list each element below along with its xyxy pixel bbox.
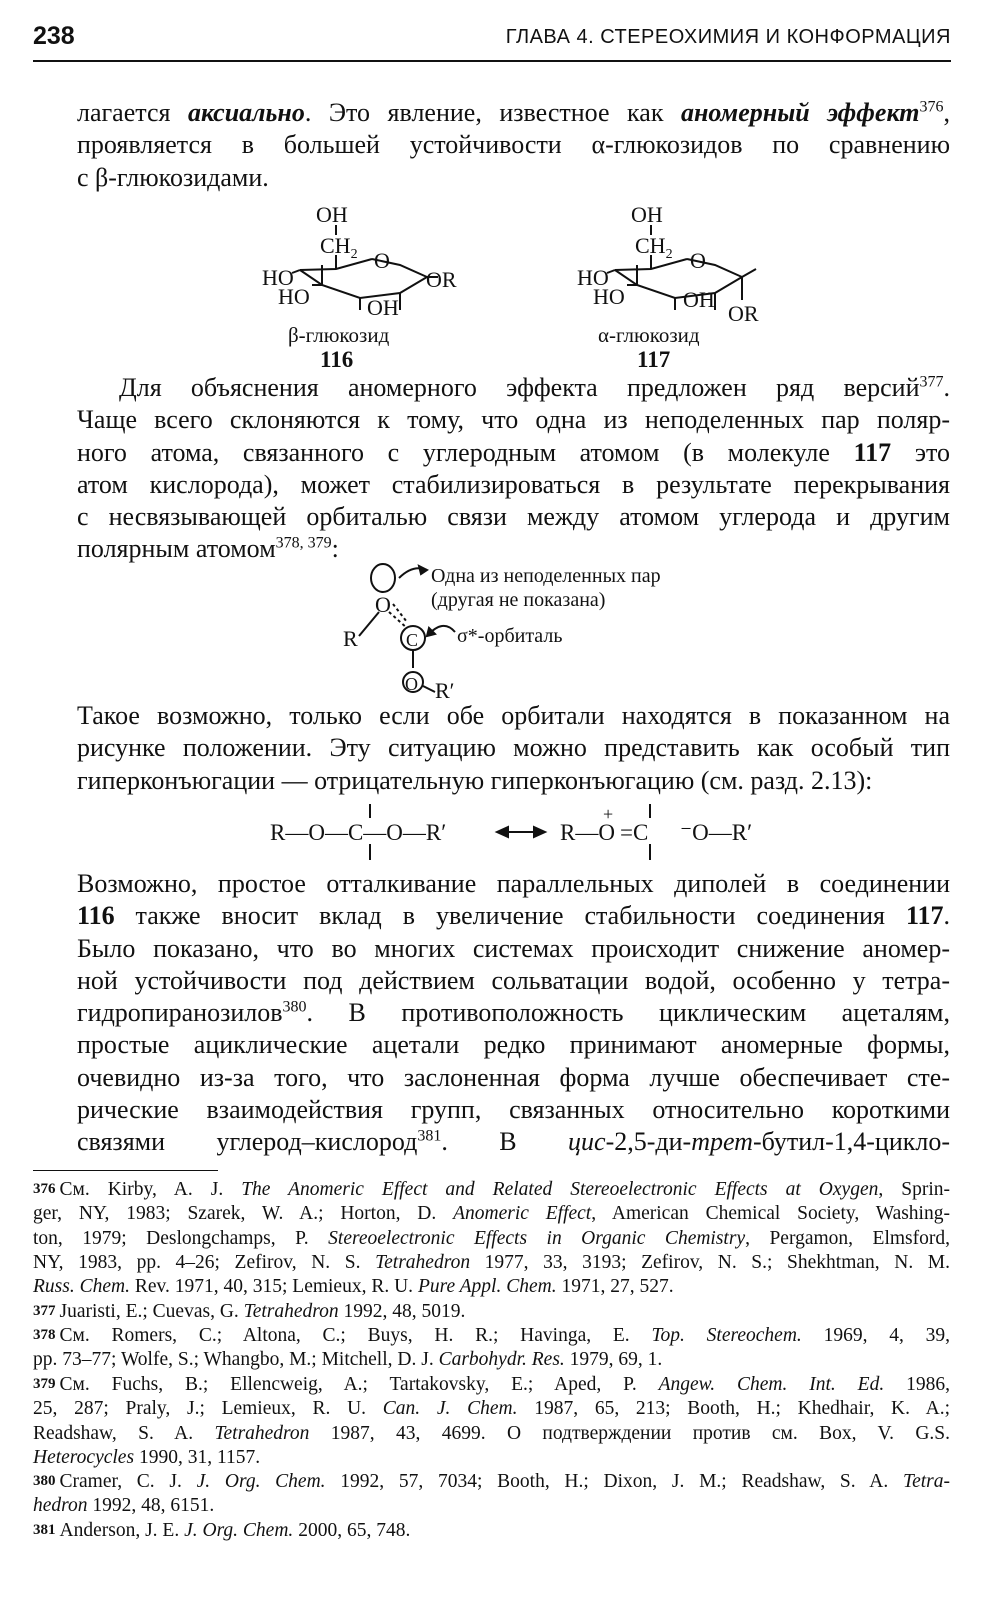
s116-ch2: $CH_2$ [320,233,358,262]
orbital-o-bot: O [405,674,418,694]
glucoside-structures [240,195,780,375]
resonance-left: R—O—C—O—R′ [270,820,447,845]
s117-ho2: HO [593,284,625,309]
resonance-plus: + [603,804,614,824]
orbital-diagram-svg [335,560,695,700]
footnote-378: 378 См. Romers, C.; Altona, C.; Buys, H. R.; Havinga, E. Top. Stereochem. 1969, 4, 39, pp. 73–77; Wolfe, S.; Whangbo, M.; Mitchell, D. J. Carbohydr. Res. 1979, 69, 1. [33,1325,951,1371]
paragraph-anomeric-explanation: Для объяснения аномерного эффекта предложен ряд версий$^{377}$. Чаще всего склоняются к тому, что одна из неподеленных пар поляр- ного атома, связанного с углеродным атомом (в молекуле 117 это атом кислорода), может стабилизироваться в результате перекрывания с несвязывающей орбиталью связи между атомом углерода и другим полярным атомом$^{378, 379}$: [77,373,951,564]
s117-o-ring: O [690,248,706,273]
lone-pair-orbital [371,564,395,592]
s117-oh-bot: OH [683,287,715,312]
s117-ch2: $CH_2$ [635,233,673,262]
orbital-diagram [335,560,695,700]
lone-pair-label1: Одна из неподеленных пар [431,565,661,587]
chapter-title: ГЛАВА 4. СТЕРЕОХИМИЯ И КОНФОРМАЦИЯ [505,26,951,48]
footnote-377: 377 Juaristi, E.; Cuevas, G. Tetrahedron 1992, 48, 5019. [33,1301,466,1322]
glucoside-structures-svg [240,195,780,375]
paragraph-dipole-repulsion: Возможно, простое отталкивание параллельных диполей в соединении 116 также вносит вклад в увеличение стабильности соединения 117. Было показано, что во многих системах происходит снижение аномер- ной устойчивости под действием сольватации водой, особенно у тетра- гидропиранозилов$^{380}$. В противоположность циклическим ацеталям, простые ациклические ацетали редко принимают аномерные формы, очевидно из-за того, что заслоненная форма лучше обеспечивает сте- рические взаимодействия групп, связанных относительно короткими связями углерод–кислород$^{381}$. В цис-2,5-ди-трет-бутил-1,4-цикло- [77,869,951,1157]
s116-or: OR [426,267,457,292]
s117-number: 117 [637,347,671,372]
s116-o-ring: O [374,248,390,273]
paragraph-anomeric-intro: лагается аксиально. Это явление, известное как аномерный эффект$^{376}$, проявляется в большей устойчивости α-глюкозидов по сравнению с β-глюкозидами. [77,98,951,192]
s116-ho1: HO [262,265,294,290]
orbital-o-top: O [375,592,391,617]
footnote-380: 380 Cramer, C. J. J. Org. Chem. 1992, 57, 7034; Booth, H.; Dixon, J. M.; Readshaw, S. A. Tetra- hedron 1992, 48, 6151. [33,1471,950,1517]
s116-number: 116 [320,347,354,372]
footnote-rule [33,1170,218,1171]
page-header [33,18,951,62]
orbital-r: R [343,626,358,651]
resonance-equation [270,802,790,866]
page-number: 238 [33,22,75,50]
orbital-r-prime: R′ [435,678,455,700]
lone-pair-label2: (другая не показана) [431,589,606,611]
footnote-379: 379 См. Fuchs, B.; Ellencweig, A.; Tartakovsky, E.; Aped, P. Angew. Chem. Int. Ed. 1986, 25, 287; Praly, J.; Lemieux, R. U. Can. J. Chem. 1987, 65, 213; Booth, H.; Khedhair, K. A.; Readshaw, S. A. Tetrahedron 1987, 43, 4699. О подтверждении против см. Box, V. G.S. Heterocycles 1990, 31, 1157. [33,1374,951,1468]
resonance-svg [270,802,790,866]
sigma-label: σ*-орбиталь [457,625,563,647]
s117-oh-top: OH [631,202,663,227]
resonance-right-c: ⁻O—R′ [680,820,753,845]
s117-or: OR [728,301,759,326]
s116-ho2: HO [278,284,310,309]
s117-name: α-глюкозид [598,323,700,347]
resonance-right-a: R—O [560,820,615,845]
orbital-c: C [406,630,419,650]
paragraph-hyperconjugation: Такое возможно, только если обе орбитали находятся в показанном на рисунке положении. Эту ситуацию можно представить как особый тип гиперконъюгации — отрицательную гиперконъюгацию (см. разд. 2.13): [77,701,950,795]
s116-oh-top: OH [316,202,348,227]
s117-ho1: HO [577,265,609,290]
s116-name: β-глюкозид [288,323,390,347]
s116-oh-bot: OH [367,295,399,320]
footnote-381: 381 Anderson, J. E. J. Org. Chem. 2000, 65, 748. [33,1520,411,1541]
resonance-right-b: =C [620,820,649,845]
footnote-376: 376 См. Kirby, A. J. The Anomeric Effect and Related Stereoelectronic Effects at Oxygen, Sprin- ger, NY, 1983; Szarek, W. A.; Horton, D. Anomeric Effect, American Chemical Society, Washing- ton, 1979; Deslongchamps, P. Stereoelectronic Effects in Organic Chemistry, Pergamon, Elmsford, NY, 1983, pp. 4–26; Zefirov, N. S. Tetrahedron 1977, 33, 3193; Zefirov, N. S.; Shekhtman, N. M. Russ. Chem. Rev. 1971, 40, 315; Lemieux, R. U. Pure Appl. Chem. 1971, 27, 527. [33,1179,950,1298]
